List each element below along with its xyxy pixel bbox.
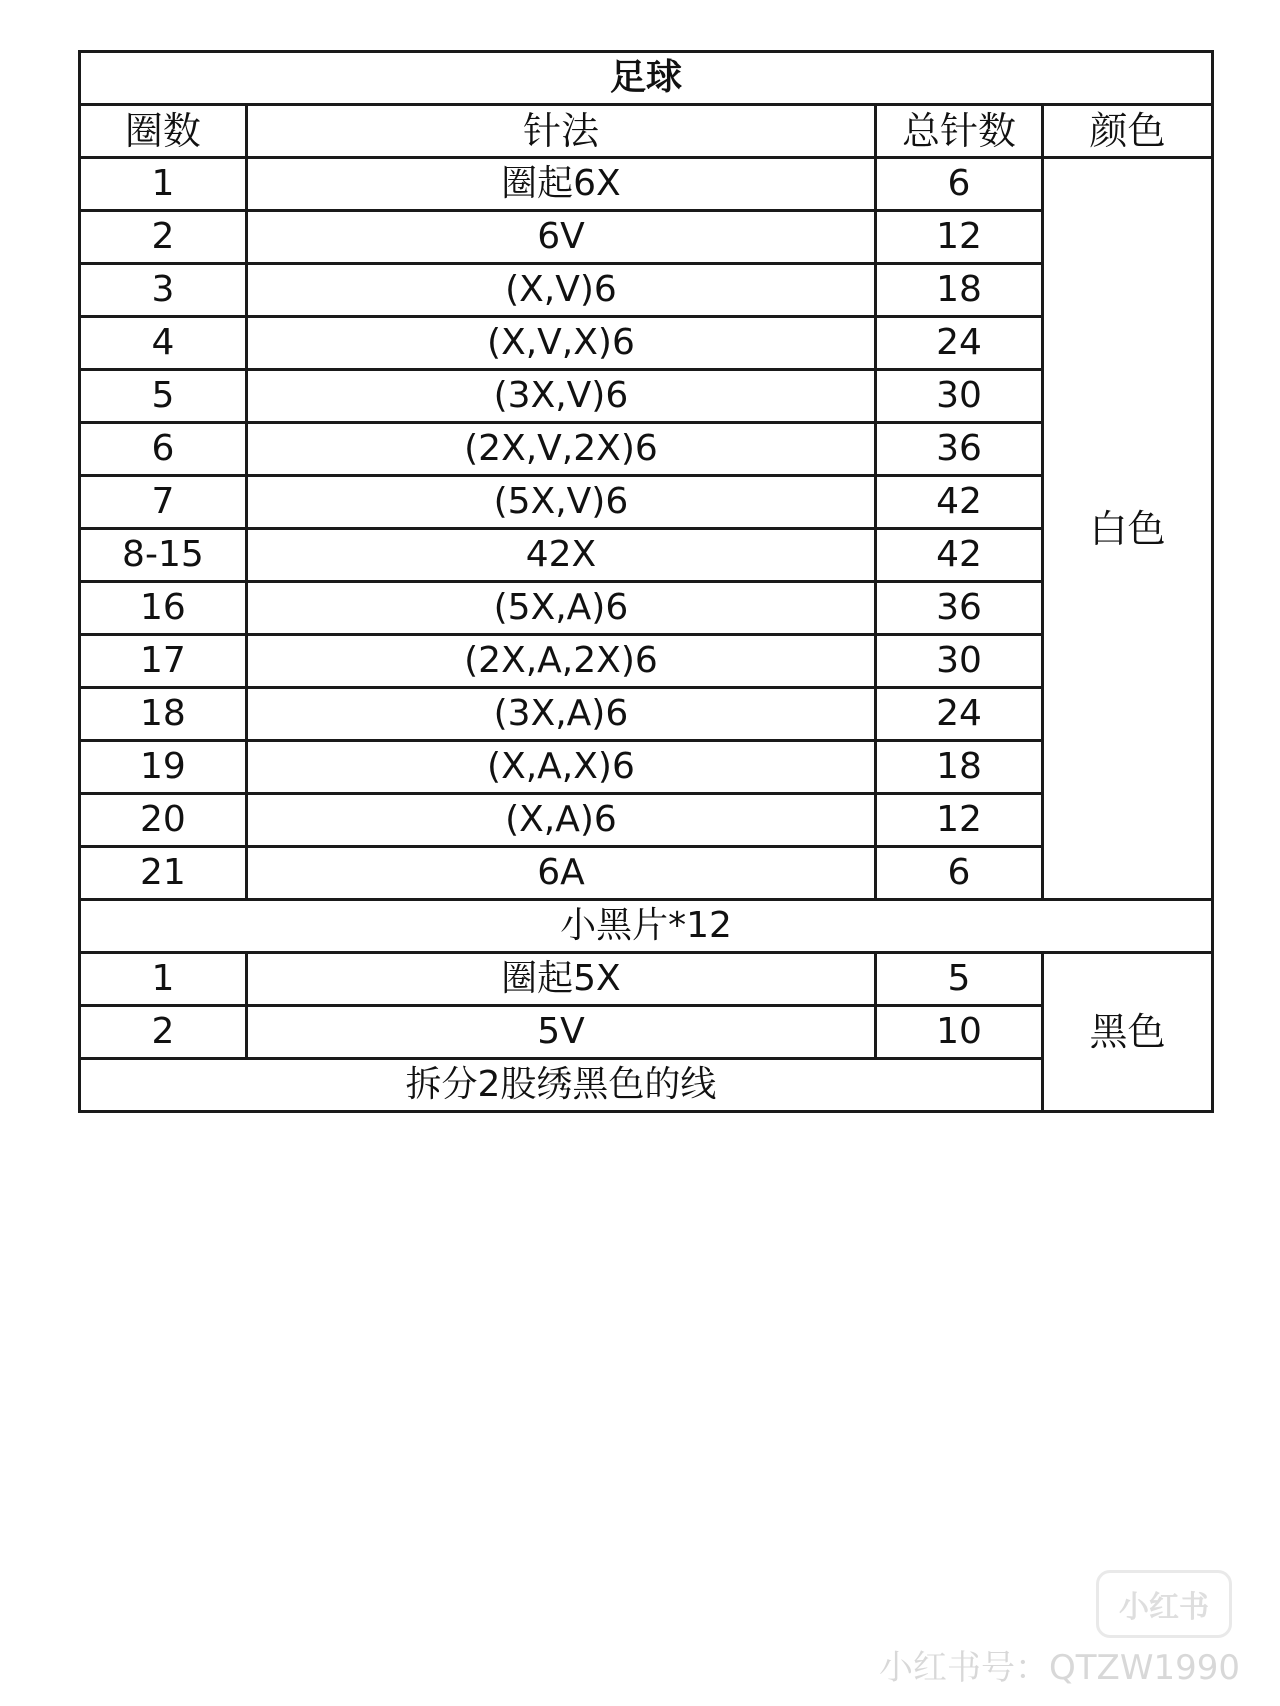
section-row (80, 900, 1213, 953)
total-cell: 12 (876, 211, 1043, 264)
round-cell: 7 (80, 476, 247, 529)
stitch-cell: (X,A,X)6 (246, 741, 875, 794)
total-cell: 30 (876, 635, 1043, 688)
round-cell: 19 (80, 741, 247, 794)
round-cell: 20 (80, 794, 247, 847)
table-row (80, 953, 1213, 1006)
stitch-cell: (5X,A)6 (246, 582, 875, 635)
total-cell: 42 (876, 529, 1043, 582)
header-color: 颜色 (1042, 105, 1212, 158)
watermark-logo: 小红书 (1096, 1570, 1232, 1638)
round-cell: 4 (80, 317, 247, 370)
section-title: 小黑片*12 (80, 900, 1213, 953)
table-row (80, 158, 1213, 211)
table-title: 足球 (80, 52, 1213, 105)
stitch-cell: (X,V)6 (246, 264, 875, 317)
round-cell: 2 (80, 1006, 247, 1059)
patch-color-cell: 黑色 (1042, 953, 1212, 1112)
total-cell: 36 (876, 582, 1043, 635)
total-cell: 12 (876, 794, 1043, 847)
stitch-cell: 5V (246, 1006, 875, 1059)
stitch-cell: 圈起5X (246, 953, 875, 1006)
total-cell: 18 (876, 741, 1043, 794)
table-body (80, 52, 1213, 1112)
total-cell: 5 (876, 953, 1043, 1006)
stitch-cell: (5X,V)6 (246, 476, 875, 529)
watermark-id: 小红书号：QTZW1990 (879, 1648, 1240, 1688)
ball-color-cell: 白色 (1042, 158, 1212, 900)
pattern-table (78, 50, 1214, 1113)
stitch-cell: 42X (246, 529, 875, 582)
stitch-cell: (2X,V,2X)6 (246, 423, 875, 476)
total-cell: 24 (876, 688, 1043, 741)
round-cell: 17 (80, 635, 247, 688)
stitch-cell: 6A (246, 847, 875, 900)
stitch-cell: 圈起6X (246, 158, 875, 211)
total-cell: 24 (876, 317, 1043, 370)
total-cell: 10 (876, 1006, 1043, 1059)
round-cell: 5 (80, 370, 247, 423)
round-cell: 8-15 (80, 529, 247, 582)
round-cell: 16 (80, 582, 247, 635)
round-cell: 1 (80, 158, 247, 211)
header-stitch: 针法 (246, 105, 875, 158)
stitch-cell: 6V (246, 211, 875, 264)
header-rounds: 圈数 (80, 105, 247, 158)
stitch-cell: (3X,A)6 (246, 688, 875, 741)
header-row (80, 105, 1213, 158)
total-cell: 36 (876, 423, 1043, 476)
stitch-cell: (2X,A,2X)6 (246, 635, 875, 688)
stitch-cell: (X,V,X)6 (246, 317, 875, 370)
stitch-cell: (X,A)6 (246, 794, 875, 847)
total-cell: 30 (876, 370, 1043, 423)
total-cell: 18 (876, 264, 1043, 317)
round-cell: 18 (80, 688, 247, 741)
total-cell: 6 (876, 847, 1043, 900)
title-row (80, 52, 1213, 105)
round-cell: 6 (80, 423, 247, 476)
round-cell: 21 (80, 847, 247, 900)
header-total: 总针数 (876, 105, 1043, 158)
round-cell: 3 (80, 264, 247, 317)
total-cell: 6 (876, 158, 1043, 211)
stitch-cell: (3X,V)6 (246, 370, 875, 423)
round-cell: 1 (80, 953, 247, 1006)
round-cell: 2 (80, 211, 247, 264)
note-cell: 拆分2股绣黑色的线 (80, 1059, 1043, 1112)
total-cell: 42 (876, 476, 1043, 529)
